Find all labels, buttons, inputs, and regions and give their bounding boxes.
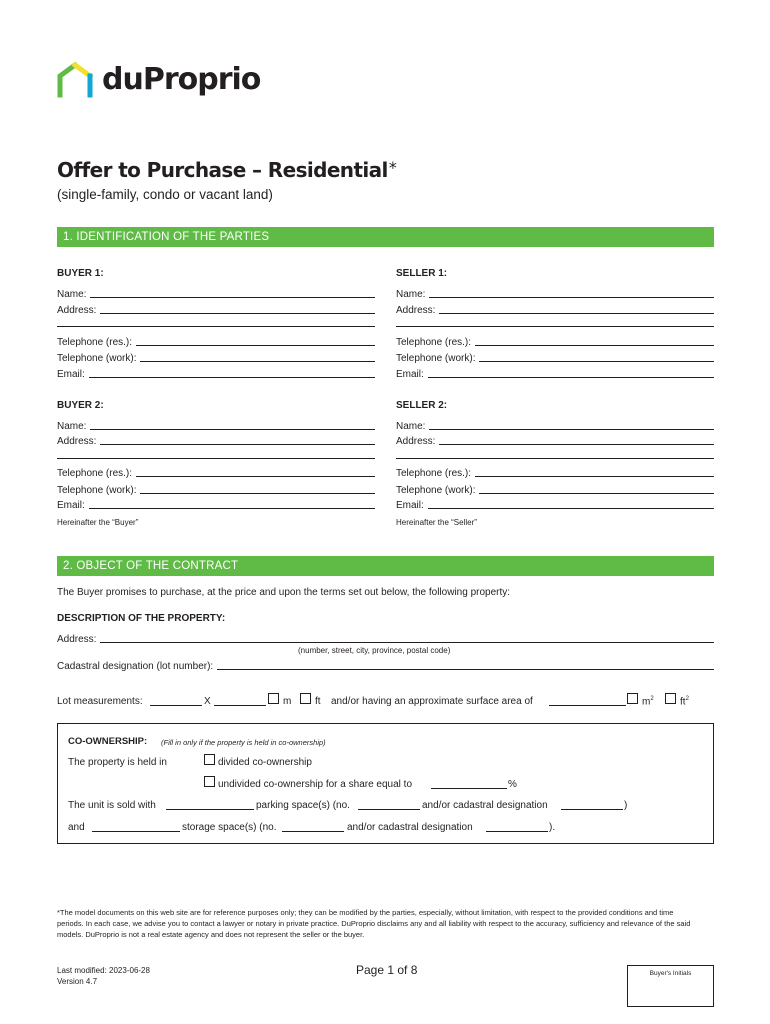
seller1-label: SELLER 1:	[396, 268, 448, 279]
parking-label: parking space(s) (no.	[256, 800, 350, 811]
seller2-tel-work-field[interactable]	[396, 484, 714, 496]
field-label: Email:	[396, 369, 424, 380]
address-hint: (number, street, city, province, postal code)	[298, 646, 451, 655]
undivided-label: undivided co-ownership for a share equal to	[218, 779, 413, 790]
share-percent-input[interactable]	[431, 788, 507, 789]
unit-ft-checkbox[interactable]	[300, 693, 311, 704]
initials-label: Buyer's Initials	[649, 970, 692, 977]
field-label: Telephone (res.):	[57, 468, 133, 479]
buyer2-block	[57, 400, 375, 530]
parking-cadastral-input[interactable]	[561, 809, 623, 810]
unit-ft2-label	[680, 696, 689, 707]
buyer-note: Hereinafter the “Buyer”	[57, 518, 139, 527]
seller1-tel-res-field[interactable]	[396, 336, 714, 348]
percent-sign: %	[508, 779, 517, 790]
coownership-hint: (Fill in only if the property is held in co-ownership)	[161, 738, 326, 747]
surface-area-input[interactable]	[549, 705, 626, 706]
storage-cadastral-input[interactable]	[486, 831, 548, 832]
buyer1-address-field[interactable]	[57, 304, 375, 316]
unit-ft2-sup: 2	[685, 696, 689, 702]
section2-heading: 2. OBJECT OF THE CONTRACT	[57, 556, 714, 576]
parking-cadastral-label: and/or cadastral designation	[422, 800, 548, 811]
lot-width-input[interactable]	[150, 705, 202, 706]
duproprio-logo	[56, 60, 260, 100]
buyer1-tel-res-field[interactable]	[57, 336, 375, 348]
close-paren: )	[624, 800, 628, 811]
disclaimer-footnote: *The model documents on this web site are for reference purposes only; they can be modified by the parties, especially, without limitation, with respect to the provided conditions and time periods. In each case, we advise you to contact a lawyer or notary in private practice. DuProprio disclaims any and all liability with respect to the accuracy, sufficiency and relevance of the said models. DuProprio is not a real estate agency and does not represent the seller or the buyer.	[57, 908, 691, 939]
seller1-email-field[interactable]	[396, 368, 714, 380]
property-description-label: DESCRIPTION OF THE PROPERTY:	[57, 613, 226, 624]
storage-number-input[interactable]	[282, 831, 344, 832]
unit-m-checkbox[interactable]	[268, 693, 279, 704]
coownership-label: CO-OWNERSHIP:	[68, 736, 148, 747]
parking-count-input[interactable]	[166, 809, 254, 810]
title-text: Offer to Purchase – Residential	[57, 158, 388, 182]
buyer1-tel-work-field[interactable]	[57, 352, 375, 364]
field-label: Telephone (work):	[396, 485, 476, 496]
surface-area-label: and/or having an approximate surface area of	[331, 696, 533, 707]
close-paren-dot: ).	[549, 822, 556, 833]
buyer-initials-box[interactable]	[627, 965, 714, 1007]
page-number: Page 1 of 8	[356, 963, 418, 977]
buyer2-address-field[interactable]	[57, 435, 375, 447]
logo-text: duProprio	[102, 62, 261, 97]
property-address-field[interactable]	[57, 633, 714, 645]
field-label: Name:	[396, 421, 426, 432]
field-label: Telephone (work):	[57, 353, 137, 364]
storage-cadastral-label: and/or cadastral designation	[347, 822, 473, 833]
house-logo-icon	[56, 62, 94, 98]
seller2-block	[396, 400, 714, 530]
footer-meta	[57, 965, 150, 987]
unit-ft-label: ft	[315, 696, 321, 707]
seller1-address-line2[interactable]	[396, 326, 714, 327]
buyer2-tel-res-field[interactable]	[57, 467, 375, 479]
buyer1-email-field[interactable]	[57, 368, 375, 380]
field-label: Telephone (work):	[396, 353, 476, 364]
unit-m-label: m	[283, 696, 292, 707]
field-label: Address:	[57, 305, 97, 316]
page-subtitle: (single-family, condo or vacant land)	[57, 187, 273, 202]
field-label: Telephone (res.):	[396, 337, 472, 348]
field-label: Telephone (work):	[57, 485, 137, 496]
field-label: Telephone (res.):	[396, 468, 472, 479]
cadastral-field[interactable]	[57, 660, 714, 672]
lot-depth-input[interactable]	[214, 705, 266, 706]
seller2-address-field[interactable]	[396, 435, 714, 447]
field-label: Name:	[396, 289, 426, 300]
section2-intro: The Buyer promises to purchase, at the price and upon the terms set out below, the following property:	[57, 587, 511, 598]
buyer1-label: BUYER 1:	[57, 268, 104, 279]
unit-ft2-checkbox[interactable]	[665, 693, 676, 704]
unit-m2-checkbox[interactable]	[627, 693, 638, 704]
lot-measurements-label: Lot measurements:	[57, 696, 143, 707]
field-label: Address:	[57, 634, 97, 645]
seller1-block	[396, 268, 714, 388]
seller1-tel-work-field[interactable]	[396, 352, 714, 364]
undivided-checkbox[interactable]	[204, 776, 215, 787]
seller1-address-field[interactable]	[396, 304, 714, 316]
divided-checkbox[interactable]	[204, 754, 215, 765]
sold-with-label: The unit is sold with	[68, 800, 156, 811]
buyer1-address-line2[interactable]	[57, 326, 375, 327]
lot-x-label: X	[204, 696, 211, 707]
storage-label: storage space(s) (no.	[182, 822, 277, 833]
version: Version 4.7	[57, 977, 98, 986]
buyer2-tel-work-field[interactable]	[57, 484, 375, 496]
unit-m2-sup: 2	[650, 696, 654, 702]
divided-label: divided co-ownership	[218, 757, 312, 768]
page-title	[57, 158, 396, 182]
seller2-tel-res-field[interactable]	[396, 467, 714, 479]
field-label: Email:	[57, 500, 85, 511]
seller2-address-line2[interactable]	[396, 458, 714, 459]
field-label: Address:	[396, 436, 436, 447]
seller1-name-field[interactable]	[396, 288, 714, 300]
buyer1-name-field[interactable]	[57, 288, 375, 300]
buyer1-block	[57, 268, 375, 388]
buyer2-address-line2[interactable]	[57, 458, 375, 459]
field-label: Name:	[57, 421, 87, 432]
field-label: Cadastral designation (lot number):	[57, 661, 214, 672]
seller2-name-field[interactable]	[396, 420, 714, 432]
field-label: Email:	[396, 500, 424, 511]
parking-number-input[interactable]	[358, 809, 420, 810]
field-label: Address:	[396, 305, 436, 316]
buyer2-label: BUYER 2:	[57, 400, 104, 411]
held-in-label: The property is held in	[68, 757, 167, 768]
unit-m2-text: m	[642, 696, 651, 708]
seller2-email-field[interactable]	[396, 499, 714, 511]
unit-m2-label	[642, 696, 654, 707]
seller-note: Hereinafter the “Seller”	[396, 518, 477, 527]
and-label: and	[68, 822, 85, 833]
last-modified: Last modified: 2023-06-28	[57, 966, 150, 975]
field-label: Address:	[57, 436, 97, 447]
section1-heading: 1. IDENTIFICATION OF THE PARTIES	[57, 227, 714, 247]
field-label: Telephone (res.):	[57, 337, 133, 348]
field-label: Name:	[57, 289, 87, 300]
field-label: Email:	[57, 369, 85, 380]
title-asterisk: *	[388, 158, 397, 177]
buyer2-name-field[interactable]	[57, 420, 375, 432]
buyer2-email-field[interactable]	[57, 499, 375, 511]
unit-ft2-text: ft	[680, 696, 686, 708]
storage-count-input[interactable]	[92, 831, 180, 832]
seller2-label: SELLER 2:	[396, 400, 448, 411]
